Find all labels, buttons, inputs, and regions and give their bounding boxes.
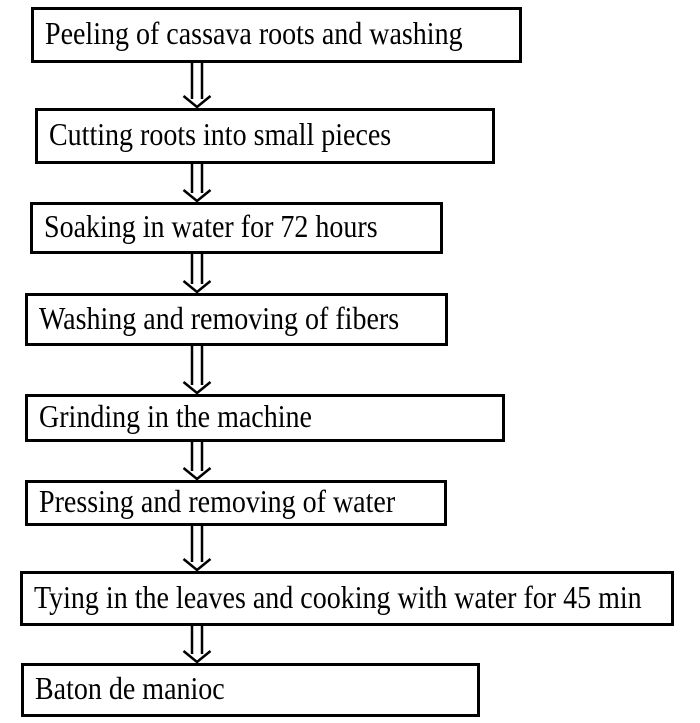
step-box-cutting: [35, 108, 495, 164]
step-label: Soaking in water for 72 hours: [44, 209, 378, 246]
step-box-grinding: [25, 394, 505, 442]
step-label: Pressing and removing of water: [39, 484, 396, 521]
step-box-baton-de-manioc: [21, 663, 480, 717]
double-down-arrow-icon: [180, 526, 216, 571]
double-down-arrow-icon: [180, 63, 216, 108]
step-label: Cutting roots into small pieces: [49, 117, 392, 154]
double-down-arrow-icon: [180, 346, 216, 394]
step-box-tying-cooking: [20, 571, 674, 626]
step-label: Grinding in the machine: [39, 399, 312, 436]
step-label: Peeling of cassava roots and washing: [45, 16, 463, 53]
step-label: Tying in the leaves and cooking with water for 45 min: [34, 580, 642, 616]
step-box-soaking: [30, 202, 443, 254]
step-box-washing-fibers: [25, 293, 448, 346]
step-label: Washing and removing of fibers: [39, 301, 400, 337]
step-box-peeling: [31, 7, 522, 63]
double-down-arrow-icon: [180, 164, 216, 202]
double-down-arrow-icon: [180, 254, 216, 293]
step-label: Baton de manioc: [35, 671, 225, 708]
step-box-pressing: [25, 480, 447, 526]
double-down-arrow-icon: [180, 442, 216, 480]
double-down-arrow-icon: [180, 626, 216, 663]
